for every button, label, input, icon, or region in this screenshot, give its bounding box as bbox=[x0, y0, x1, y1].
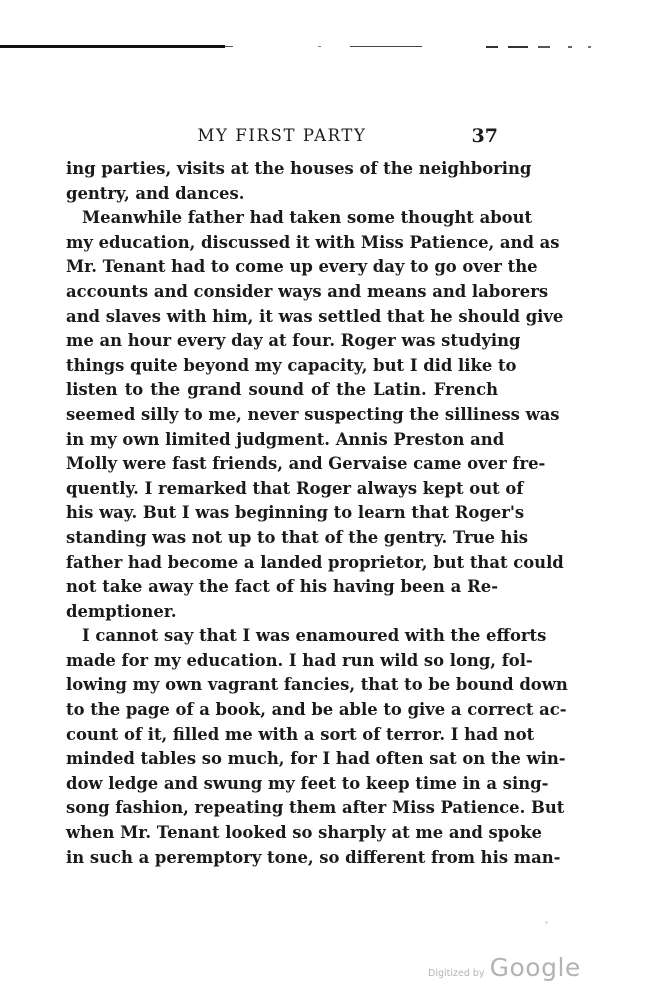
text-line: quently. I remarked that Roger always kept out of bbox=[66, 478, 524, 498]
text-line: Molly were fast friends, and Gervaise came over fre- bbox=[66, 454, 546, 474]
text-line: and slaves with him, it was settled that he should give bbox=[66, 306, 564, 326]
watermark-prefix: Digitized by bbox=[428, 968, 485, 979]
text-line: listen to the grand sound of the Latin. French bbox=[66, 380, 498, 400]
text-line: father had become a landed proprietor, but that could bbox=[66, 552, 564, 572]
text-line: not take away the fact of his having been a Re- bbox=[66, 577, 498, 597]
text-line: in my own limited judgment. Annis Preston and bbox=[66, 429, 505, 449]
text-line: accounts and consider ways and means and laborers bbox=[66, 281, 549, 301]
text-line: dow ledge and swung my feet to keep time in a sing- bbox=[66, 773, 549, 793]
watermark-brand: Google bbox=[489, 953, 581, 982]
text-line: minded tables so much, for I had often sat on the win- bbox=[66, 749, 566, 769]
text-line: gentry, and dances. bbox=[66, 183, 245, 203]
text-line: to the page of a book, and be able to give a correct ac- bbox=[66, 700, 567, 720]
text-line: count of it, filled me with a sort of terror. I had not bbox=[66, 724, 535, 744]
text-line: lowing my own vagrant fancies, that to be bound down bbox=[66, 675, 568, 695]
text-line: I cannot say that I was enamoured with the efforts bbox=[82, 626, 547, 646]
text-line: in such a peremptory tone, so different from his man- bbox=[66, 847, 561, 867]
chapter-title: MY FIRST PARTY bbox=[197, 126, 367, 145]
text-line: standing was not up to that of the gentry. True his bbox=[66, 527, 529, 547]
page-number: 37 bbox=[471, 125, 498, 147]
text-line: song fashion, repeating them after Miss Patience. But bbox=[66, 798, 565, 818]
text-line: my education, discussed it with Miss Patience, and as bbox=[66, 232, 560, 252]
text-line: demptioner. bbox=[66, 601, 177, 621]
text-line: when Mr. Tenant looked so sharply at me and spoke bbox=[66, 823, 542, 843]
text-line: seemed silly to me, never suspecting the silliness was bbox=[66, 404, 560, 424]
text-line: ing parties, visits at the houses of the neighboring bbox=[66, 159, 532, 178]
digitized-watermark bbox=[428, 953, 581, 982]
text-line: his way. But I was beginning to learn that Roger's bbox=[66, 503, 525, 523]
text-line: Mr. Tenant had to come up every day to go over the bbox=[66, 257, 538, 277]
text-line: Meanwhile father had taken some thought about bbox=[82, 208, 533, 228]
body-text bbox=[66, 157, 568, 870]
text-line: made for my education. I had run wild so long, fol- bbox=[66, 650, 533, 670]
running-head bbox=[66, 126, 498, 150]
text-line: me an hour every day at four. Roger was studying bbox=[66, 331, 521, 351]
scan-speck bbox=[545, 921, 548, 924]
scan-edge-rule bbox=[0, 44, 652, 50]
text-line: things quite beyond my capacity, but I did like to bbox=[66, 355, 517, 375]
